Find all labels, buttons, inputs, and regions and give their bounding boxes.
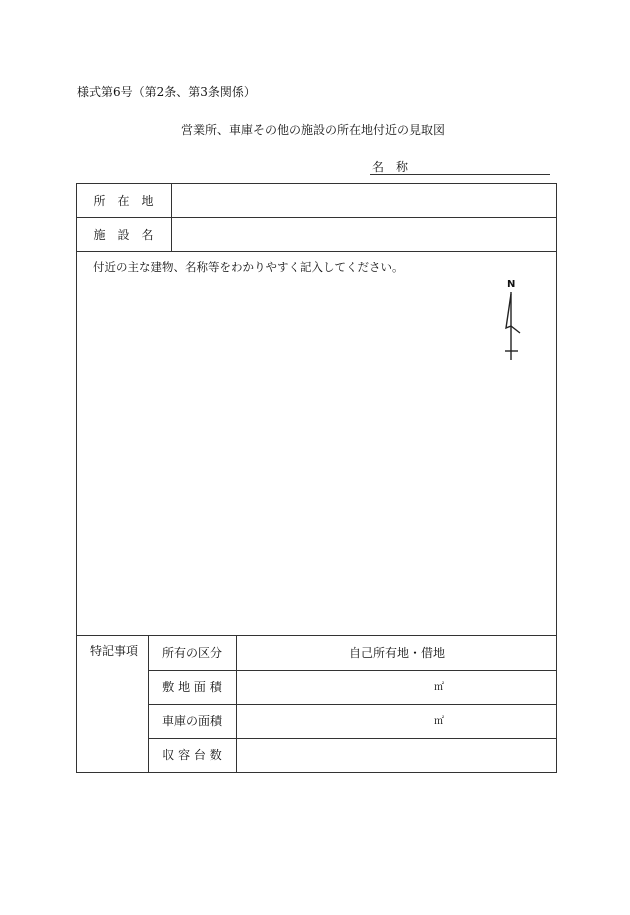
ownership-label: 所有の区分	[161, 646, 222, 660]
location-field[interactable]	[172, 184, 556, 217]
special-notes-label: 特記事項	[90, 644, 139, 658]
map-instruction: 付近の主な建物、名称等をわかりやすく記入してください。	[93, 260, 404, 274]
capacity-label: 収 容 台 数	[162, 748, 222, 762]
location-label: 所 在 地	[93, 194, 154, 208]
garage-area-label: 車庫の面積	[161, 714, 222, 728]
capacity-field[interactable]	[237, 739, 556, 772]
page-title: 営業所、車庫その他の施設の所在地付近の見取図	[181, 123, 446, 137]
site-area-unit[interactable]: ㎡	[434, 682, 444, 693]
north-letter: N	[507, 279, 516, 290]
form-number: 様式第6号（第2条、第3条関係）	[77, 85, 256, 99]
garage-area-unit[interactable]: ㎡	[434, 716, 444, 727]
name-label: 名 称	[372, 160, 409, 174]
north-arrow-icon	[500, 290, 524, 362]
facility-name-field[interactable]	[172, 218, 556, 251]
map-drawing-area[interactable]	[77, 280, 556, 634]
name-underline	[370, 174, 550, 175]
row-divider-2	[76, 251, 557, 252]
special-row-divider-2	[148, 704, 557, 705]
ownership-value[interactable]: 自己所有地・借地	[348, 646, 445, 660]
site-area-label: 敷 地 面 積	[162, 680, 222, 694]
facility-name-label: 施 設 名	[93, 228, 154, 242]
special-row-divider-1	[148, 670, 557, 671]
